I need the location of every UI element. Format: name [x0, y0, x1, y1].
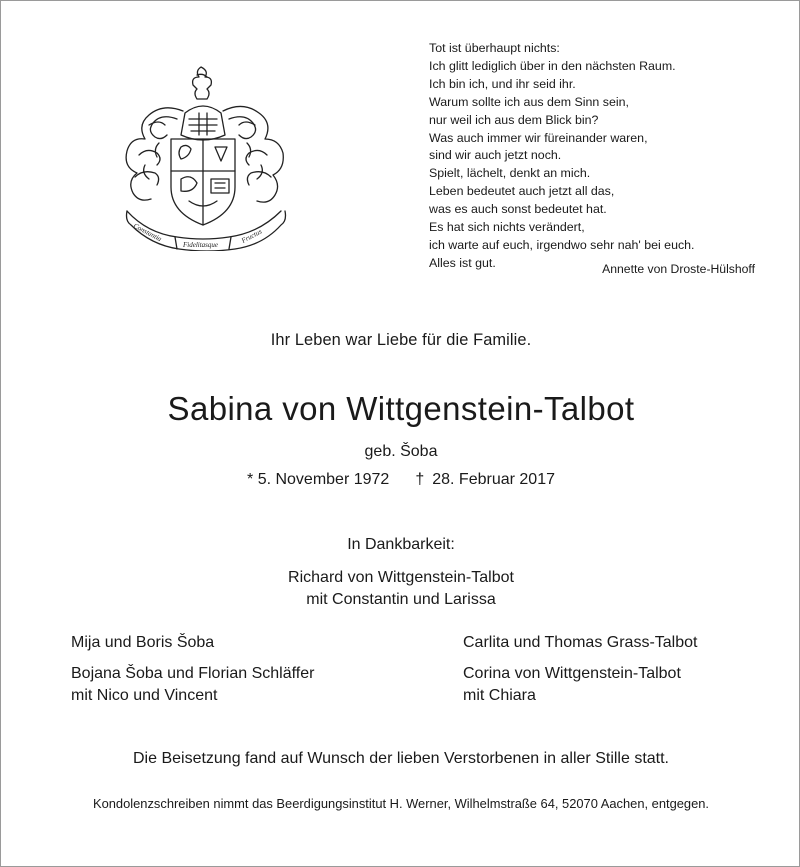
mourners-right-a	[463, 632, 697, 654]
crest-ribbon-word-2: Fidelitasque	[183, 241, 218, 249]
mourner-line: Mija und Boris Šoba	[71, 634, 215, 651]
birth-name: geb. Šoba	[364, 443, 438, 460]
poem	[429, 40, 769, 273]
cross-icon: †	[415, 471, 425, 488]
death-date: 28. Februar 2017	[432, 471, 555, 488]
poem-line: Warum sollte ich aus dem Sinn sein,	[429, 94, 629, 109]
poem-author: Annette von Droste-Hülshoff	[602, 262, 755, 276]
crest-ribbon-word-1: Constantia	[132, 221, 163, 244]
mourner-line: Richard von Wittgenstein-Talbot	[288, 569, 514, 586]
deceased-name: Sabina von Wittgenstein-Talbot	[167, 390, 635, 427]
poem-line: Alles ist gut.	[429, 255, 496, 270]
thanks-heading: In Dankbarkeit:	[347, 536, 455, 553]
poem-line: Ich bin ich, und ihr seid ihr.	[429, 76, 576, 91]
mourner-line: Bojana Šoba und Florian Schläffer	[71, 665, 315, 682]
burial-note: Die Beisetzung fand auf Wunsch der lieben Verstorbenen in aller Stille statt.	[132, 750, 669, 767]
poem-line: nur weil ich aus dem Blick bin?	[429, 112, 599, 127]
condolence-note: Kondolenzschreiben nimmt das Beerdigungsinstitut H. Werner, Wilhelmstraße 64, 52070 Aachen, entgegen.	[93, 796, 709, 811]
poem-line: Es hat sich nichts verändert,	[429, 220, 585, 235]
poem-line: sind wir auch jetzt noch.	[429, 148, 562, 163]
mourners-left-a	[71, 632, 214, 654]
family-motto: Ihr Leben war Liebe für die Familie.	[270, 331, 532, 349]
poem-line: Was auch immer wir füreinander waren,	[429, 130, 648, 145]
mourners-main	[1, 567, 800, 611]
life-dates	[1, 471, 800, 489]
crest-ribbon-word-3: Fructus	[240, 227, 264, 245]
poem-line: Tot ist überhaupt nichts:	[429, 41, 560, 55]
mourners-right-b	[463, 663, 681, 707]
birth-date: * 5. November 1972	[247, 471, 390, 488]
coat-of-arms-icon	[119, 61, 289, 251]
mourner-line: mit Nico und Vincent	[71, 687, 218, 704]
mourner-line: mit Chiara	[463, 687, 536, 704]
poem-line: was es auch sonst bedeutet hat.	[429, 202, 607, 217]
poem-line: Ich glitt lediglich über in den nächsten Raum.	[429, 58, 676, 73]
mourner-line: Corina von Wittgenstein-Talbot	[463, 665, 681, 682]
mourner-line: Carlita und Thomas Grass-Talbot	[463, 634, 698, 651]
poem-line: Spielt, lächelt, denkt an mich.	[429, 166, 591, 181]
mourners-left-b	[71, 663, 314, 707]
poem-line: ich warte auf euch, irgendwo sehr nah' bei euch.	[429, 237, 695, 252]
mourner-line: mit Constantin und Larissa	[306, 591, 496, 608]
poem-line: Leben bedeutet auch jetzt all das,	[429, 184, 615, 199]
